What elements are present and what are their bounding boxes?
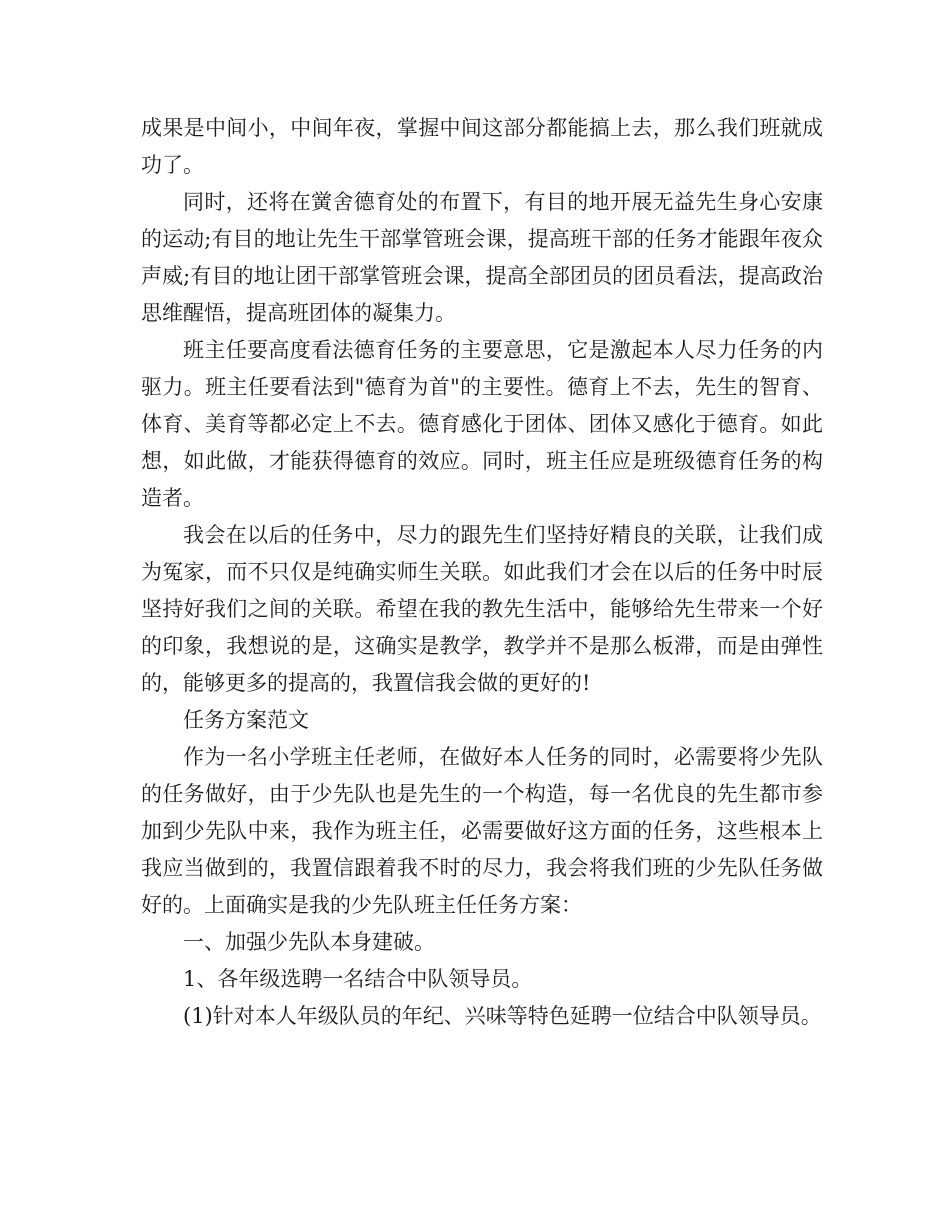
section-heading: 任务方案范文 [183,708,309,732]
paragraph-young-pioneers-intro: 作为一名小学班主任老师，在做好本人任务的同时，必需要将少先队的任务做好，由于少先队也是先生的一个构造，每一名优良的先生都市参加到少先队中来，我作为班主任，必需要做好这方面的任务，这些根本上我应当做到的，我置信跟着我不时的尽力，我会将我们班的少先队任务做好的。上面确实是我的少先队班主任任务方案： [141,745,823,917]
document-body [141,110,823,1035]
paragraph-moral-activities: 同时，还将在黉舍德育处的布置下，有目的地开展无益先生身心安康的运动;有目的地让先生干部掌管班会课，提高班干部的任务才能跟年夜众声威;有目的地让团干部掌管班会课，提高全部团员的团员看法，提高政治思维醒悟，提高班团体的凝集力。 [141,190,823,325]
paragraph-moral-education: 班主任要高度看法德育任务的主要意思，它是激起本人尽力任务的内驱力。班主任要看法到"德育为首"的主要性。德育上不去，先生的智育、体育、美育等都必定上不去。德育感化于团体、团体又感化于德育。如此想，如此做，才能获得德育的效应。同时，班主任应是班级德育任务的构造者。 [141,338,823,510]
paragraph-continuation: 成果是中间小，中间年夜，掌握中间这部分都能搞上去，那么我们班就成功了。 [141,116,823,177]
list-item-1: 1、各年级选聘一名结合中队领导员。 [183,967,533,991]
paragraph-teacher-student-relation: 我会在以后的任务中，尽力的跟先生们坚持好精良的关联，让我们成为冤家，而不只仅是纯确实师生关联。如此我们才会在以后的任务中时辰坚持好我们之间的关联。希望在我的教先生活中，能够给先生带来一个好的印象，我想说的是，这确实是教学，教学并不是那么板滞，而是由弹性的，能够更多的提高的，我置信我会做的更好的! [141,523,823,695]
list-subitem-1: (1)针对本人年级队员的年纪、兴味等特色延聘一位结合中队领导员。 [183,1004,822,1028]
list-heading-1: 一、加强少先队本身建破。 [183,930,435,954]
